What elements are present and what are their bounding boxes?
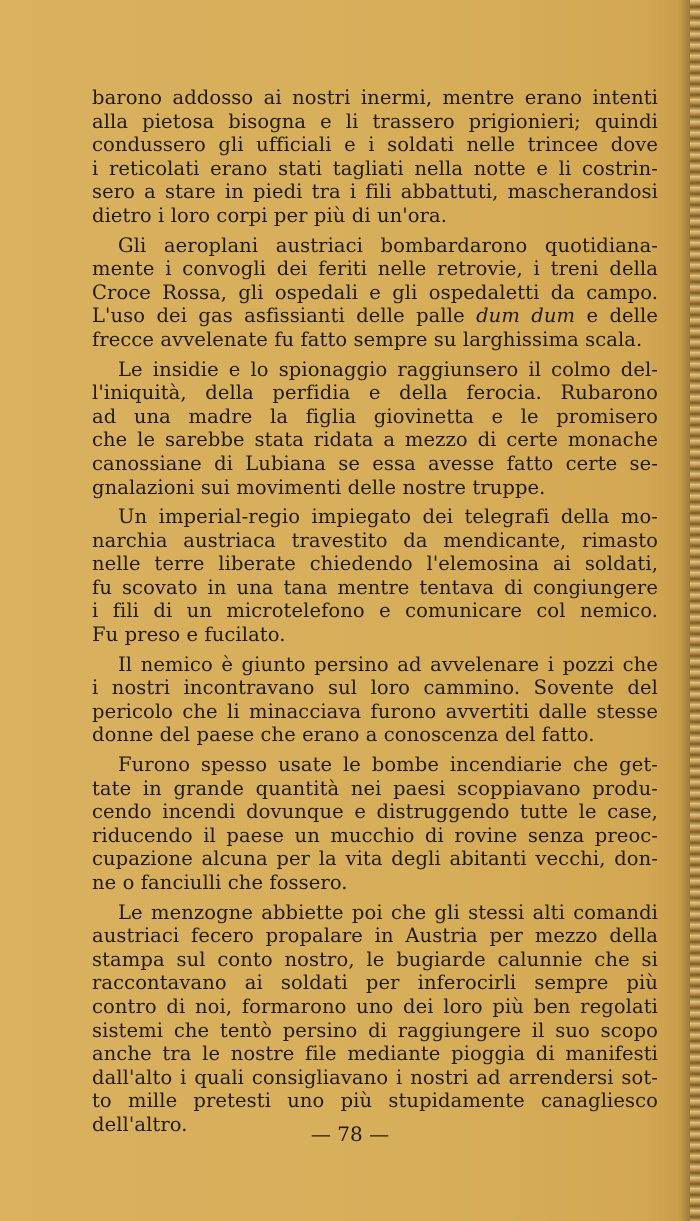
paragraph	[92, 653, 658, 747]
text-line: dall'alto i quali consigliavano i nostri ad arrendersi sot-	[92, 1065, 658, 1089]
text-line: sero a stare in piedi tra i fili abbattuti, mascherandosi	[92, 180, 658, 204]
page-edge	[690, 0, 700, 1221]
text-line: Un imperial-regio impiegato dei telegrafi della mo-	[118, 505, 658, 529]
paragraph	[92, 753, 658, 895]
text-line: alla pietosa bisogna e li trassero prigionieri; quindi	[92, 109, 658, 133]
paragraph	[92, 358, 658, 500]
text-line: riducendo il paese un mucchio di rovine senza preoc-	[92, 823, 658, 847]
text-line: frecce avvelenate fu fatto sempre su larghissima scala.	[92, 327, 643, 351]
text-line: i nostri incontravano sul loro cammino. Sovente del	[92, 676, 658, 700]
text-line-start: L'uso dei gas asfissianti delle palle	[92, 304, 477, 328]
text-line: fu scovato in una tana mentre tentava di congiungere	[92, 575, 658, 599]
text-line: i reticolati erano stati tagliati nella notte e li costrin-	[92, 156, 658, 180]
paragraph	[92, 505, 658, 647]
text-line: canossiane di Lubiana se essa avesse fatto certe se-	[92, 451, 658, 475]
text-line: barono addosso ai nostri inermi, mentre erano intenti	[92, 86, 658, 109]
text-line: sistemi che tentò persino di raggiungere il suo scopo	[92, 1018, 658, 1042]
text-line: Fu preso e fucilato.	[92, 623, 286, 647]
text-line: austriaci fecero propalare in Austria per mezzo della	[92, 924, 658, 948]
text-line: i fili di un microtelefono e comunicare col nemico.	[92, 599, 658, 623]
text-line: Il nemico è giunto persino ad avvelenare i pozzi che	[118, 652, 658, 676]
text-line: ne o fanciulli che fossero.	[92, 871, 348, 894]
text-line: dietro i loro corpi per più di un'ora.	[92, 203, 448, 227]
text-line: gnalazioni sui movimenti delle nostre truppe.	[92, 475, 546, 499]
text-line: donne del paese che erano a conoscenza del fatto.	[92, 723, 595, 747]
text-line: Gli aeroplani austriaci bombardarono quotidiana-	[118, 233, 658, 257]
text-line: mente i convogli dei feriti nelle retrovie, i treni della	[92, 257, 658, 281]
text-line: tate in grande quantità nei paesi scoppiavano produ-	[92, 776, 658, 800]
text-line: Furono spesso usate le bombe incendiarie che get-	[118, 753, 658, 777]
paragraph	[92, 234, 658, 352]
paragraph	[92, 86, 658, 228]
text-line: dell'altro.	[92, 1112, 188, 1136]
text-line: to mille pretesti uno più stupidamente canagliesco	[92, 1089, 658, 1113]
italic-phrase: dum dum	[476, 304, 576, 328]
text-line: cupazione alcuna per la vita degli abitanti vecchi, don-	[92, 847, 658, 871]
page-number: — 78 —	[310, 1122, 390, 1146]
text-line: stampa sul conto nostro, le bugiarde calunnie che si	[92, 947, 658, 971]
text-line: nelle terre liberate chiedendo l'elemosina ai soldati,	[92, 552, 658, 576]
text-line: condussero gli ufficiali e i soldati nelle trincee dove	[92, 133, 658, 157]
text-line: narchia austriaca travestito da mendicante, rimasto	[92, 528, 658, 552]
text-line: Croce Rossa, gli ospedali e gli ospedaletti da campo.	[92, 280, 658, 304]
text-line: l'iniquità, della perfidia e della ferocia. Rubarono	[92, 381, 658, 405]
text-line: cendo incendi dovunque e distruggendo tutte le case,	[92, 800, 658, 824]
text-line: raccontavano ai soldati per inferocirli sempre più	[92, 971, 658, 995]
text-line	[92, 304, 658, 328]
text-line: Le menzogne abbiette poi che gli stessi alti comandi	[118, 900, 658, 924]
text-line: pericolo che li minacciava furono avvertiti dalle stesse	[92, 699, 658, 723]
paragraph	[92, 901, 658, 1137]
text-line: Le insidie e lo spionaggio raggiunsero il colmo del-	[118, 357, 658, 381]
text-line: anche tra le nostre file mediante pioggia di manifesti	[92, 1042, 658, 1066]
body-text	[92, 86, 658, 1137]
text-line: ad una madre la figlia giovinetta e le promisero	[92, 404, 658, 428]
text-line: che le sarebbe stata ridata a mezzo di certe monache	[92, 428, 658, 452]
text-line: contro di noi, formarono uno dei loro più ben regolati	[92, 994, 658, 1018]
text-line-end: e delle	[575, 304, 658, 328]
